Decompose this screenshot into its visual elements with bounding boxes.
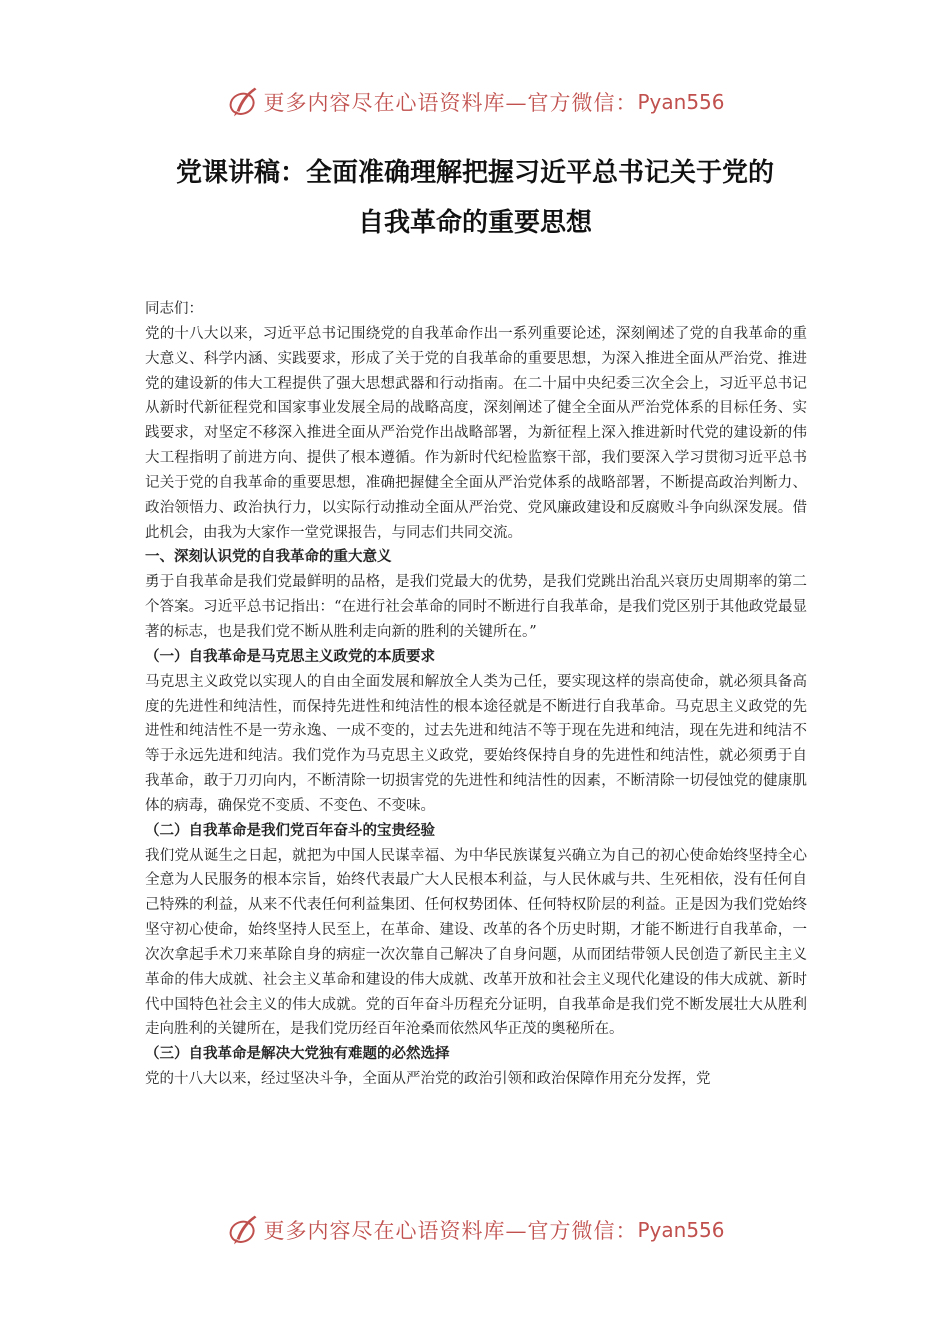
title-line-1: 党课讲稿：全面准确理解把握习近平总书记关于党的 [175, 158, 774, 188]
subsection-paragraph-3: 党的十八大以来，经过坚决斗争，全面从严治党的政治引领和政治保障作用充分发挥，党 [145, 1071, 711, 1088]
document-title [0, 148, 950, 248]
section-paragraph-1: 勇于自我革命是我们党最鲜明的品格，是我们党最大的优势，是我们党跳出治乱兴衰历史周期率的第二个答案。习近平总书记指出：“在进行社会革命的同时不断进行自我革命，是我们党区别于其他政党最显著的标志，也是我们党不断从胜利走向新的胜利的关键所在。” [145, 574, 807, 640]
subsection-heading-2: （二）自我革命是我们党百年奋斗的宝贵经验 [145, 821, 435, 839]
banner-wechat-id: Pyan556 [637, 90, 725, 114]
subsection-heading-1: （一）自我革命是马克思主义政党的本质要求 [145, 647, 435, 665]
banner-text: 更多内容尽在心语资料库—官方微信： [263, 91, 638, 115]
subsection-paragraph-2: 我们党从诞生之日起，就把为中国人民谋幸福、为中华民族谋复兴确立为自己的初心使命始终坚持全心全意为人民服务的根本宗旨，始终代表最广大人民根本利益，与人民休戚与共、生死相依，没有任何自己特殊的利益，从来不代表任何利益集团、任何权势团体、任何特权阶层的利益。正是因为我们党始终坚守初心使命，始终坚持人民至上，在革命、建设、改革的各个历史时期，才能不断进行自我革命，一次次拿起手术刀来革除自身的病症一次次靠自己解决了自身问题，从而团结带领人民创造了新民主主义革命的伟大成就、社会主义革命和建设的伟大成就、改革开放和社会主义现代化建设的伟大成就、新时代中国特色社会主义的伟大成就。党的百年奋斗历程充分证明，自我革命是我们党不断发展壮大从胜利走向胜利的关键所在，是我们党历经百年沧桑而依然风华正茂的奥秘所在。 [145, 847, 807, 1038]
document-body [145, 297, 807, 1092]
section-heading-1: 一、深刻认识党的自我革命的重大意义 [145, 548, 392, 566]
title-line-2: 自我革命的重要思想 [357, 208, 592, 238]
banner-text: 更多内容尽在心语资料库—官方微信： [263, 1219, 638, 1243]
quill-logo-icon [225, 84, 261, 120]
quill-logo-icon [225, 1212, 261, 1248]
header-banner [0, 82, 950, 122]
subsection-paragraph-1: 马克思主义政党以实现人的自由全面发展和解放全人类为己任，要实现这样的崇高使命，就必须具备高度的先进性和纯洁性，而保持先进性和纯洁性的根本途径就是不断进行自我革命。马克思主义政党的先进性和纯洁性不是一劳永逸、一成不变的，过去先进和纯洁不等于现在先进和纯洁，现在先进和纯洁不等于永远先进和纯洁。我们党作为马克思主义政党，要始终保持自身的先进性和纯洁性，就必须勇于自我革命，敢于刀刃向内，不断清除一切损害党的先进性和纯洁性的因素，不断清除一切侵蚀党的健康肌体的病毒，确保党不变质、不变色、不变味。 [145, 673, 807, 814]
subsection-heading-3: （三）自我革命是解决大党独有难题的必然选择 [145, 1045, 450, 1063]
footer-banner [0, 1210, 950, 1250]
greeting: 同志们： [145, 301, 203, 317]
intro-paragraph: 党的十八大以来，习近平总书记围绕党的自我革命作出一系列重要论述，深刻阐述了党的自我革命的重大意义、科学内涵、实践要求，形成了关于党的自我革命的重要思想，为深入推进全面从严治党、推进党的建设新的伟大工程提供了强大思想武器和行动指南。在二十届中央纪委三次全会上，习近平总书记从新时代新征程党和国家事业发展全局的战略高度，深刻阐述了健全全面从严治党体系的目标任务、实践要求，对坚定不移深入推进全面从严治党作出战略部署，为新征程上深入推进新时代党的建设新的伟大工程指明了前进方向、提供了根本遵循。作为新时代纪检监察干部，我们要深入学习贯彻习近平总书记关于党的自我革命的重要思想，准确把握健全全面从严治党体系的战略部署，不断提高政治判断力、政治领悟力、政治执行力，以实际行动推动全面从严治党、党风廉政建设和反腐败斗争向纵深发展。借此机会，由我为大家作一堂党课报告，与同志们共同交流。 [145, 325, 807, 541]
banner-wechat-id: Pyan556 [637, 1218, 725, 1242]
